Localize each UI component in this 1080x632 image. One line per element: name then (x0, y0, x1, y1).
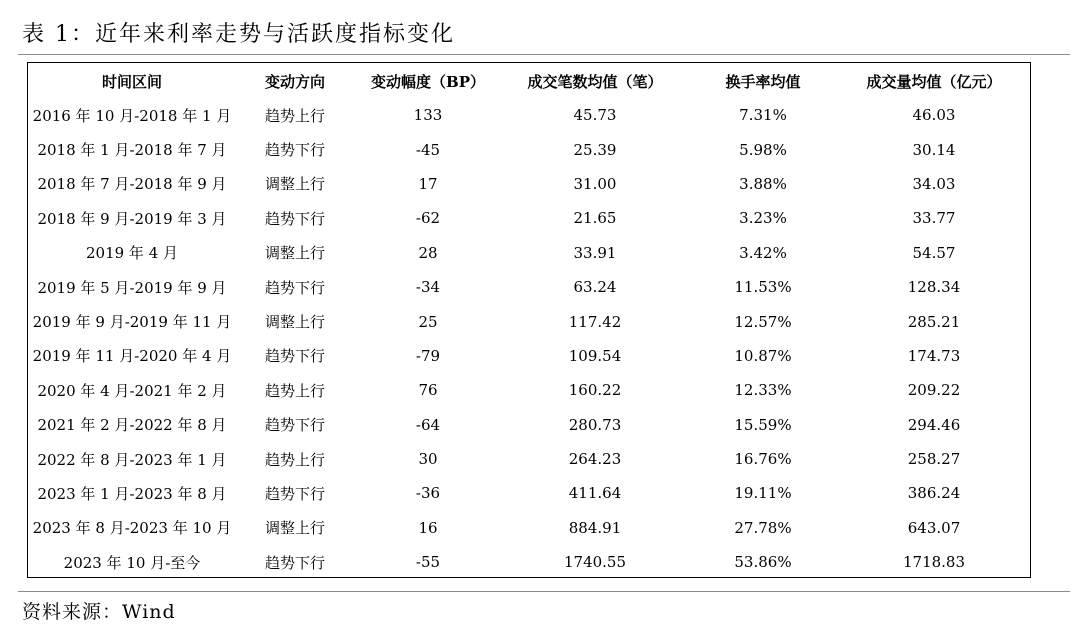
header-turnover: 换手率均值 (725, 72, 801, 91)
cell-direction: 调整上行 (264, 519, 325, 538)
cell-change-bp: 133 (413, 106, 443, 125)
cell-period: 2018 年 9 月-2019 年 3 月 (37, 209, 227, 228)
table-row (28, 476, 1030, 510)
cell-direction: 趋势下行 (264, 278, 325, 297)
cell-change-bp: 16 (418, 518, 438, 537)
cell-volume: 1718.83 (902, 553, 966, 572)
cell-turnover: 19.11% (734, 484, 792, 503)
cell-trade-count: 160.22 (568, 381, 622, 400)
cell-turnover: 3.42% (739, 243, 787, 262)
table-row (28, 270, 1030, 304)
cell-trade-count: 884.91 (568, 518, 622, 537)
cell-volume: 285.21 (907, 312, 961, 331)
table-row (28, 98, 1030, 132)
cell-direction: 趋势下行 (264, 484, 325, 503)
cell-turnover: 15.59% (734, 415, 792, 434)
cell-direction: 调整上行 (264, 244, 325, 263)
cell-direction: 趋势上行 (264, 381, 325, 400)
cell-direction: 趋势下行 (264, 347, 325, 366)
cell-change-bp: -45 (415, 140, 441, 159)
table-row (28, 132, 1030, 166)
cell-turnover: 53.86% (734, 553, 792, 572)
table-row (28, 442, 1030, 476)
cell-volume: 128.34 (907, 278, 961, 297)
cell-direction: 趋势下行 (264, 553, 325, 572)
cell-trade-count: 117.42 (568, 312, 622, 331)
cell-direction: 调整上行 (264, 313, 325, 332)
table-row (28, 201, 1030, 235)
cell-volume: 174.73 (907, 346, 961, 365)
cell-change-bp: -62 (415, 209, 441, 228)
table-row (28, 339, 1030, 373)
table-title: 表 1：近年来利率走势与活跃度指标变化 (22, 22, 455, 47)
cell-direction: 调整上行 (264, 175, 325, 194)
bottom-divider (18, 591, 1070, 592)
cell-period: 2020 年 4 月-2021 年 2 月 (37, 381, 227, 400)
cell-trade-count: 1740.55 (563, 553, 627, 572)
cell-period: 2019 年 11 月-2020 年 4 月 (32, 347, 232, 366)
cell-direction: 趋势上行 (264, 450, 325, 469)
cell-turnover: 3.88% (739, 174, 787, 193)
cell-period: 2023 年 10 月-至今 (63, 553, 201, 572)
cell-turnover: 3.23% (739, 209, 787, 228)
cell-turnover: 27.78% (734, 518, 792, 537)
source-note: 资料来源：Wind (22, 601, 176, 623)
cell-trade-count: 63.24 (573, 278, 617, 297)
table-row (28, 167, 1030, 201)
table-body (28, 98, 1030, 579)
header-direction: 变动方向 (264, 72, 325, 91)
data-table-frame (27, 62, 1031, 578)
header-volume: 成交量均值（亿元） (866, 72, 1002, 91)
cell-direction: 趋势下行 (264, 416, 325, 435)
cell-trade-count: 264.23 (568, 450, 622, 469)
cell-turnover: 7.31% (739, 106, 787, 125)
cell-period: 2023 年 8 月-2023 年 10 月 (32, 519, 232, 538)
table-row (28, 373, 1030, 407)
cell-volume: 46.03 (912, 106, 956, 125)
table-row (28, 236, 1030, 270)
cell-trade-count: 31.00 (573, 174, 617, 193)
cell-period: 2023 年 1 月-2023 年 8 月 (37, 484, 227, 503)
cell-change-bp: 25 (418, 312, 438, 331)
cell-volume: 386.24 (907, 484, 961, 503)
cell-volume: 209.22 (907, 381, 961, 400)
cell-period: 2019 年 4 月 (85, 244, 179, 263)
cell-change-bp: 76 (418, 381, 438, 400)
cell-change-bp: -55 (415, 553, 441, 572)
cell-change-bp: -34 (415, 278, 441, 297)
cell-trade-count: 280.73 (568, 415, 622, 434)
cell-period: 2021 年 2 月-2022 年 8 月 (37, 416, 227, 435)
cell-direction: 趋势下行 (264, 209, 325, 228)
header-period: 时间区间 (101, 72, 162, 91)
cell-volume: 294.46 (907, 415, 961, 434)
table-row (28, 545, 1030, 579)
cell-turnover: 5.98% (739, 140, 787, 159)
cell-trade-count: 21.65 (573, 209, 617, 228)
cell-change-bp: -36 (415, 484, 441, 503)
cell-volume: 258.27 (907, 450, 961, 469)
cell-turnover: 12.57% (734, 312, 792, 331)
cell-change-bp: 30 (418, 450, 438, 469)
header-row (28, 64, 1030, 98)
cell-direction: 趋势下行 (264, 141, 325, 160)
cell-turnover: 11.53% (734, 278, 792, 297)
table-row (28, 511, 1030, 545)
cell-period: 2019 年 5 月-2019 年 9 月 (37, 278, 227, 297)
cell-period: 2022 年 8 月-2023 年 1 月 (37, 450, 227, 469)
cell-volume: 33.77 (912, 209, 956, 228)
cell-change-bp: 17 (418, 174, 438, 193)
cell-volume: 643.07 (907, 518, 961, 537)
cell-change-bp: -79 (415, 346, 441, 365)
cell-turnover: 10.87% (734, 346, 792, 365)
table-row (28, 408, 1030, 442)
top-divider (18, 54, 1070, 55)
cell-volume: 30.14 (912, 140, 956, 159)
cell-trade-count: 109.54 (568, 346, 622, 365)
cell-period: 2016 年 10 月-2018 年 1 月 (32, 106, 232, 125)
cell-trade-count: 33.91 (573, 243, 617, 262)
data-table (28, 64, 1030, 579)
cell-trade-count: 411.64 (568, 484, 622, 503)
cell-period: 2019 年 9 月-2019 年 11 月 (32, 313, 232, 332)
cell-direction: 趋势上行 (264, 106, 325, 125)
cell-period: 2018 年 1 月-2018 年 7 月 (37, 141, 227, 160)
cell-trade-count: 45.73 (573, 106, 617, 125)
table-row (28, 304, 1030, 338)
header-trade-count: 成交笔数均值（笔） (527, 72, 663, 91)
cell-volume: 54.57 (912, 243, 956, 262)
cell-turnover: 12.33% (734, 381, 792, 400)
cell-change-bp: -64 (415, 415, 441, 434)
cell-change-bp: 28 (418, 243, 438, 262)
header-change-bp: 变动幅度（BP） (371, 72, 485, 91)
cell-turnover: 16.76% (734, 450, 792, 469)
cell-period: 2018 年 7 月-2018 年 9 月 (37, 175, 227, 194)
cell-trade-count: 25.39 (573, 140, 617, 159)
cell-volume: 34.03 (912, 174, 956, 193)
